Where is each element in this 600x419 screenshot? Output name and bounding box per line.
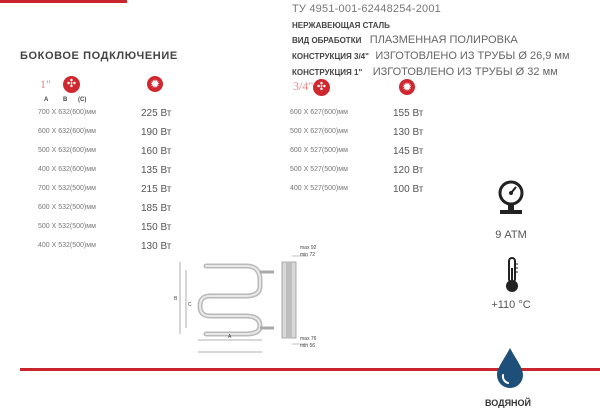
towel-rail-diagram bbox=[176, 240, 326, 365]
towel-rail-drawing bbox=[176, 240, 326, 360]
row-dimension: 400 X 632(600)мм bbox=[38, 166, 96, 173]
row-dimension: 600 X 527(500)мм bbox=[290, 147, 348, 154]
row-dimension: 600 X 532(500)мм bbox=[38, 204, 96, 211]
row-dimension: 500 X 527(500)мм bbox=[290, 166, 348, 173]
spec-processing-key: ВИД ОБРАБОТКИ bbox=[292, 36, 362, 45]
diagram-label-b: B bbox=[174, 296, 178, 302]
pressure-gauge-icon bbox=[496, 180, 526, 216]
row-power: 215 Вт bbox=[141, 184, 172, 195]
row-dimension: 400 X 527(500)мм bbox=[290, 185, 348, 192]
row-dimension: 500 X 627(600)мм bbox=[290, 128, 348, 135]
spec-construction-1-key: КОНСТРУКЦИЯ 1" bbox=[292, 68, 363, 77]
diagram-label-a: A bbox=[228, 334, 232, 340]
row-power: 150 Вт bbox=[141, 222, 172, 233]
spec-gost: ТУ 4951-001-62448254-2001 bbox=[292, 3, 441, 15]
row-power: 100 Вт bbox=[393, 184, 424, 195]
row-power: 145 Вт bbox=[393, 146, 424, 157]
pressure-label: 9 АТМ bbox=[495, 229, 527, 241]
water-drop-icon bbox=[493, 345, 527, 391]
row-power: 190 Вт bbox=[141, 127, 172, 138]
left-size-tag: 1" bbox=[40, 77, 51, 91]
spec-block bbox=[292, 2, 592, 79]
heating-sun-icon: ✹ bbox=[147, 76, 163, 92]
spec-material: НЕРЖАВЕЮЩАЯ СТАЛЬ bbox=[292, 21, 390, 30]
row-dimension: 500 X 632(600)мм bbox=[38, 147, 96, 154]
diagram-min-bottom: min 56 bbox=[300, 343, 316, 349]
diagram-max-top: max 92 bbox=[300, 245, 317, 251]
bottom-connection-icon: ✣ bbox=[63, 76, 80, 93]
heating-sun-icon: ✹ bbox=[399, 79, 415, 95]
row-dimension: 700 X 532(500)мм bbox=[38, 185, 96, 192]
diagram-max-bottom: max 76 bbox=[300, 336, 317, 342]
row-power: 155 Вт bbox=[393, 108, 424, 119]
bottom-connection-icon: ✣ bbox=[313, 79, 330, 96]
row-power: 135 Вт bbox=[141, 165, 172, 176]
row-power: 185 Вт bbox=[141, 203, 172, 214]
spec-construction-1-value: ИЗГОТОВЛЕНО ИЗ ТРУБЫ Ø 32 мм bbox=[372, 66, 558, 78]
water-label: ВОДЯНОЙ bbox=[485, 398, 532, 408]
row-power: 130 Вт bbox=[393, 127, 424, 138]
diagram-label-c: C bbox=[188, 302, 192, 308]
row-dimension: 400 X 532(500)мм bbox=[38, 242, 96, 249]
diagram-min-top: min 72 bbox=[300, 252, 316, 258]
row-power: 160 Вт bbox=[141, 146, 172, 157]
spec-construction-34-key: КОНСТРУКЦИЯ 3/4" bbox=[292, 52, 369, 61]
spec-processing-value: ПЛАЗМЕННАЯ ПОЛИРОВКА bbox=[369, 34, 518, 46]
col-head-a: A bbox=[44, 97, 49, 103]
col-head-b: B bbox=[63, 97, 68, 103]
row-dimension: 700 X 632(600)мм bbox=[38, 109, 96, 116]
row-dimension: 600 X 627(600)мм bbox=[290, 109, 348, 116]
temperature-label: +110 °C bbox=[491, 299, 531, 311]
thermometer-icon bbox=[503, 256, 521, 294]
right-size-tag: 3/4" bbox=[293, 79, 314, 93]
row-power: 225 Вт bbox=[141, 108, 172, 119]
row-dimension: 600 X 632(600)мм bbox=[38, 128, 96, 135]
spec-construction-34-value: ИЗГОТОВЛЕНО ИЗ ТРУБЫ Ø 26,9 мм bbox=[375, 50, 570, 62]
row-power: 120 Вт bbox=[393, 165, 424, 176]
row-dimension: 500 X 532(500)мм bbox=[38, 223, 96, 230]
side-connection-title: БОКОВОЕ ПОДКЛЮЧЕНИЕ bbox=[20, 50, 178, 62]
row-power: 130 Вт bbox=[141, 241, 172, 252]
col-head-c: (C) bbox=[78, 97, 87, 103]
top-accent-line bbox=[0, 0, 127, 3]
